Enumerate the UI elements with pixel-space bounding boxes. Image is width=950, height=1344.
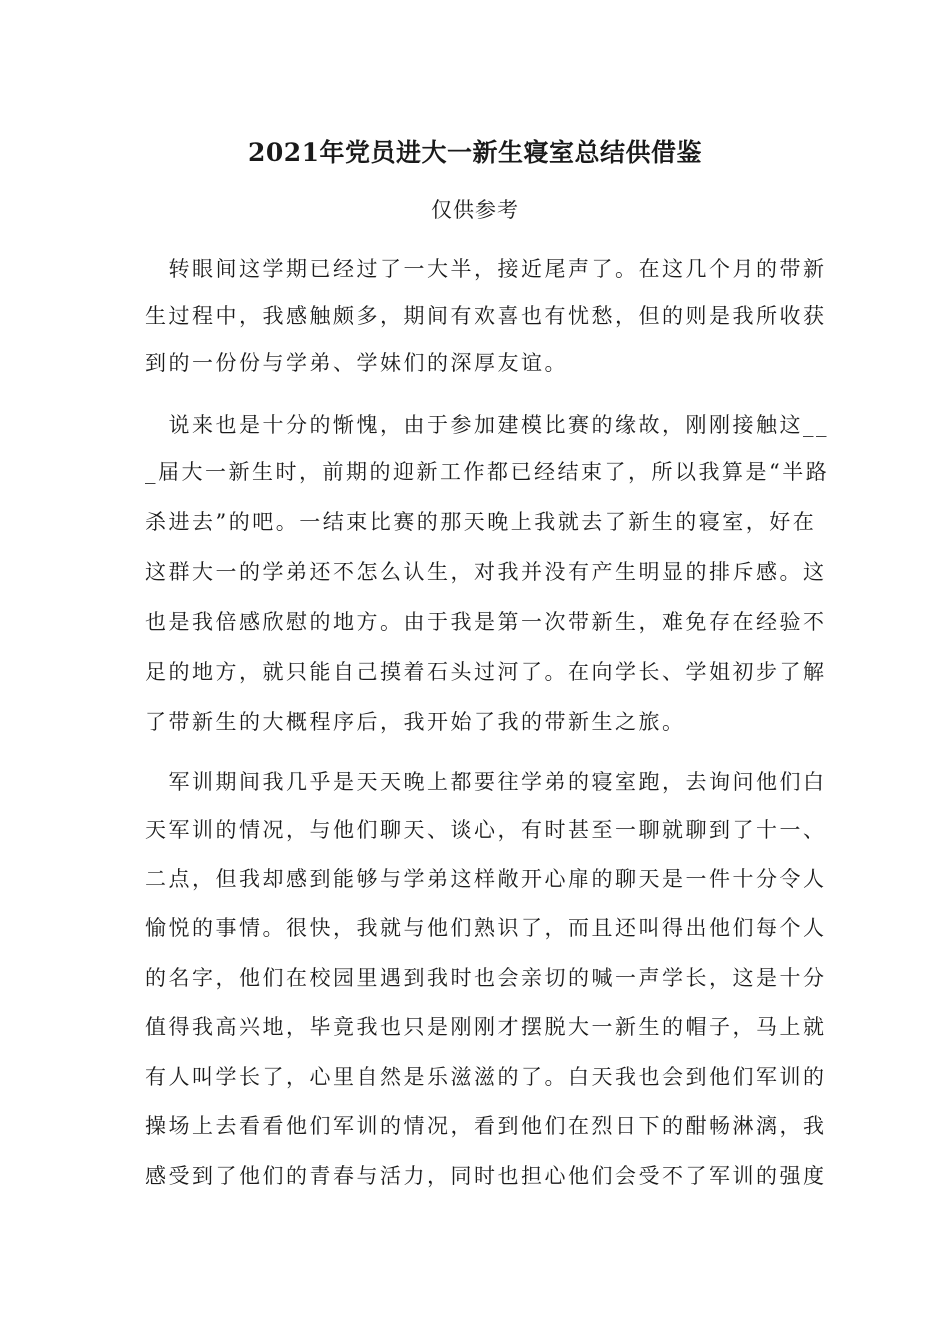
body-line: _届大一新生时，前期的迎新工作都已经结束了，所以我算是“半路 xyxy=(145,460,830,484)
body-line: 到的一份份与学弟、学妹们的深厚友谊。 xyxy=(145,351,568,375)
body-line: 军训期间我几乎是天天晚上都要往学弟的寝室跑，去询问他们白 xyxy=(145,770,827,794)
document-title: 2021年党员进大一新生寝室总结供借鉴 xyxy=(247,138,703,167)
body-line: 生过程中，我感触颇多，期间有欢喜也有忧愁，但的则是我所收获 xyxy=(145,304,827,328)
body-line: 有人叫学长了，心里自然是乐滋滋的了。白天我也会到他们军训的 xyxy=(145,1065,827,1089)
body-line: 操场上去看看他们军训的情况，看到他们在烈日下的酣畅淋漓，我 xyxy=(145,1114,827,1138)
body-line: 二点，但我却感到能够与学弟这样敞开心扉的聊天是一件十分令人 xyxy=(145,867,827,891)
body-line: 天军训的情况，与他们聊天、谈心，有时甚至一聊就聊到了十一、 xyxy=(145,818,827,842)
body-line: 转眼间这学期已经过了一大半，接近尾声了。在这几个月的带新 xyxy=(145,257,827,281)
document-subtitle: 仅供参考 xyxy=(431,198,519,222)
body-line: 愉悦的事情。很快，我就与他们熟识了，而且还叫得出他们每个人 xyxy=(145,916,827,940)
body-line: 也是我倍感欣慰的地方。由于我是第一次带新生，难免存在经验不 xyxy=(145,610,827,634)
body-line: 说来也是十分的惭愧，由于参加建模比赛的缘故，刚刚接触这__ xyxy=(145,413,829,437)
body-line: 了带新生的大概程序后，我开始了我的带新生之旅。 xyxy=(145,710,686,734)
body-line: 值得我高兴地，毕竟我也只是刚刚才摆脱大一新生的帽子，马上就 xyxy=(145,1015,827,1039)
body-line: 这群大一的学弟还不怎么认生，对我并没有产生明显的排斥感。这 xyxy=(145,560,827,584)
body-line: 的名字，他们在校园里遇到我时也会亲切的喊一声学长，这是十分 xyxy=(145,966,827,990)
body-line: 杀进去”的吧。一结束比赛的那天晚上我就去了新生的寝室，好在 xyxy=(145,510,817,534)
body-line: 感受到了他们的青春与活力，同时也担心他们会受不了军训的强度 xyxy=(145,1164,827,1188)
body-line: 足的地方，就只能自己摸着石头过河了。在向学长、学姐初步了解 xyxy=(145,660,827,684)
